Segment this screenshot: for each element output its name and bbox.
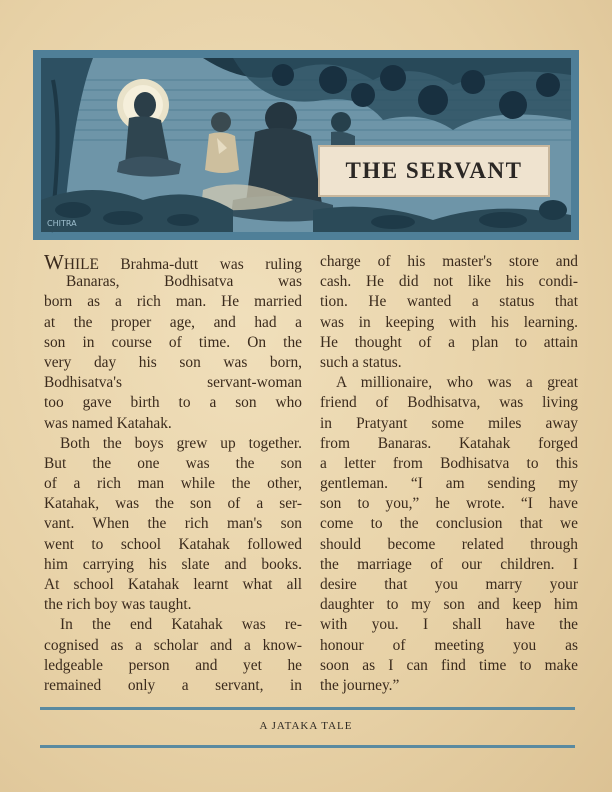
text-line: should become related through	[320, 535, 578, 553]
text-line: Bodhisatva's servant-woman	[44, 374, 302, 392]
small-caps-word: HILE	[63, 256, 99, 273]
story-title-text: THE SERVANT	[345, 158, 523, 183]
text-line: with you. I shall have the	[320, 616, 578, 634]
footer-rule-top	[40, 707, 575, 710]
text-line: remained only a servant, in	[44, 676, 302, 694]
text-line: a letter from Bodhisatva to this	[320, 454, 578, 472]
story-column-left	[44, 252, 302, 696]
text-line: the journey.”	[320, 676, 400, 694]
drop-cap: W	[44, 250, 64, 274]
text-line: honour of meeting you as	[320, 636, 578, 654]
text-line: was named Katahak.	[44, 414, 172, 432]
text-line: friend of Bodhisatva, was living	[320, 394, 578, 412]
text-line: He thought of a plan to attain	[320, 333, 578, 351]
text-line: him carrying his slate and books.	[44, 555, 302, 573]
text-line: But the one was the son	[44, 454, 302, 472]
text-line: tion. He wanted a status that	[320, 293, 578, 311]
text-line: Katahak, was the son of a ser-	[44, 495, 302, 513]
text-line: ledgeable person and yet he	[44, 656, 302, 674]
text-line: son in course of time. On the	[44, 333, 302, 351]
text-line: soon as I can find time to make	[320, 656, 578, 674]
text-line: charge of his master's store and	[320, 253, 578, 270]
text-line: from Banaras. Katahak forged	[320, 434, 578, 452]
text-line: son to you,” he wrote. “I have	[320, 495, 578, 513]
text-line: gentleman. “I am sending my	[320, 475, 578, 493]
footer-rule-bottom	[40, 745, 575, 748]
text-line: A millionaire, who was a great	[336, 374, 578, 392]
text-line	[44, 252, 302, 272]
text-line: vant. When the rich man's son	[44, 515, 302, 533]
text-line: At school Katahak learnt what all	[44, 576, 302, 593]
text-line: Both the boys grew up together.	[60, 434, 302, 452]
text-line: In the end Katahak was re-	[60, 616, 302, 634]
text-line: of a rich man while the other,	[44, 475, 302, 493]
text-fragment: Brahma-dutt was ruling	[98, 256, 302, 273]
text-line: born as a rich man. He married	[44, 293, 302, 311]
text-line: was in keeping with his learning.	[320, 313, 578, 331]
text-line: come to the conclusion that we	[320, 515, 578, 533]
text-line: cash. He did not like his condi-	[320, 273, 578, 291]
text-line: too gave birth to a son who	[44, 394, 302, 412]
story-column-right	[320, 252, 578, 696]
text-line: the rich boy was taught.	[44, 596, 192, 614]
header-banner	[33, 50, 579, 240]
text-line: very day his son was born,	[44, 353, 302, 371]
text-line: such a status.	[320, 353, 402, 371]
text-line: in Pratyant some miles away	[320, 414, 578, 432]
story-title	[318, 145, 550, 197]
text-line: cognised as a scholar and a know-	[44, 636, 302, 654]
text-line: desire that you marry your	[320, 576, 578, 593]
text-line: at the proper age, and had a	[44, 313, 302, 331]
text-line: the marriage of our children. I	[320, 555, 578, 573]
text-line: went to school Katahak followed	[44, 535, 302, 553]
footer-caption	[0, 720, 612, 732]
text-line: daughter to my son and keep him	[320, 596, 578, 614]
text-line: Banaras, Bodhisatva was	[66, 273, 302, 291]
footer-label: A JATAKA TALE	[259, 720, 353, 732]
svg-text:CHITRA: CHITRA	[47, 219, 77, 228]
